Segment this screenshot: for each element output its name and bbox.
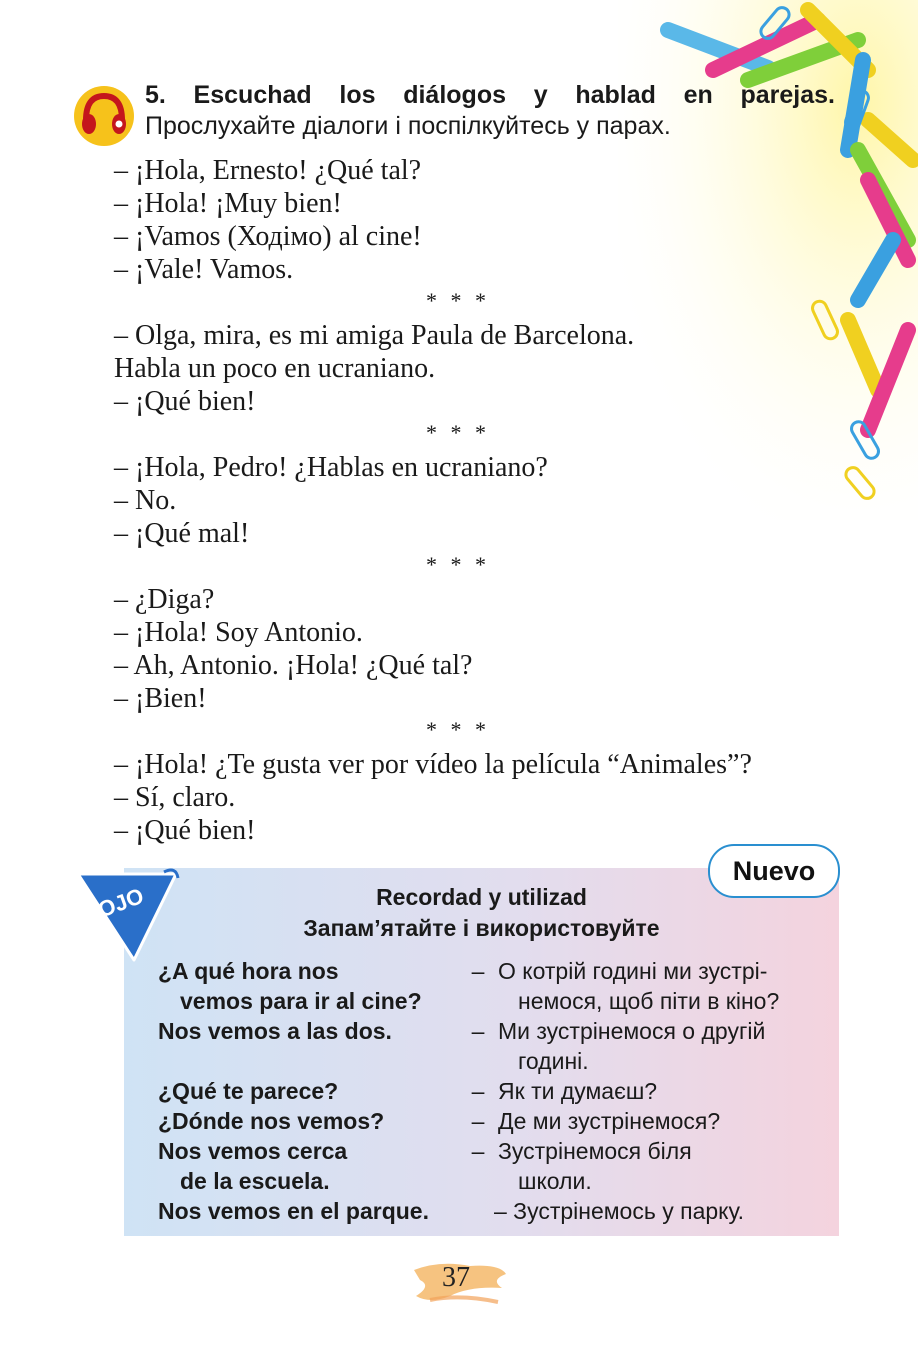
dialog-line: – ¡Bien!: [114, 683, 207, 714]
phrase-uk: – Зустрінемось у парку.: [494, 1198, 745, 1224]
phrase-es: Nos vemos cerca: [158, 1138, 348, 1164]
dialog-4: [114, 583, 874, 715]
separator: * * *: [426, 717, 490, 742]
phrase-es-cont: vemos para ir al cine?: [180, 988, 422, 1014]
phrase-uk: Зустрінемося біля: [498, 1138, 692, 1164]
box-title-uk: Запам’ятайте і використовуйте: [303, 915, 660, 941]
separator: * * *: [426, 552, 490, 577]
dialog-line: – ¡Hola, Pedro! ¿Hablas en ucraniano?: [114, 452, 548, 483]
dialog-3: [114, 451, 874, 550]
phrase-uk: О котрій годині ми зустрі-: [498, 958, 768, 984]
ojo-label: OJO: [94, 883, 147, 923]
dialog-line: – ¡Vamos (Ходімо) al cine!: [114, 221, 422, 252]
vocab-row: [158, 1196, 830, 1226]
dialog-line: – ¡Qué bien!: [114, 386, 256, 417]
phrase-uk: Ми зустрінемося о другій: [498, 1018, 766, 1044]
dialog-line: – ¡Qué mal!: [114, 518, 250, 549]
dash: –: [471, 1078, 485, 1104]
page-number-text: 37: [442, 1262, 470, 1293]
task-instruction: [145, 80, 835, 142]
dialog-line: – ¡Hola, Ernesto! ¿Qué tal?: [114, 155, 422, 186]
nuevo-badge: Nuevo: [708, 844, 840, 898]
separator: * * *: [426, 288, 490, 313]
dialog-line: – Olga, mira, es mi amiga Paula de Barcelona.: [114, 320, 635, 351]
dialog-line: – ¡Qué bien!: [114, 815, 256, 846]
separator: * * *: [426, 420, 490, 445]
dialog-line: – ¿Diga?: [114, 584, 215, 615]
task-title: 5. Escuchad los diálogos y hablad en parejas.: [145, 81, 835, 109]
page-number: [410, 1256, 510, 1312]
vocab-row: [158, 956, 830, 1016]
vocab-row: [158, 1136, 830, 1196]
phrase-es: ¿Dónde nos vemos?: [158, 1108, 385, 1134]
phrase-uk-cont: годині.: [518, 1048, 589, 1074]
phrase-es-cont: de la escuela.: [180, 1168, 330, 1194]
headphones-icon[interactable]: [72, 84, 136, 148]
dash: –: [471, 1018, 485, 1044]
dash: –: [471, 1108, 485, 1134]
phrase-uk: Де ми зустрінемося?: [498, 1108, 721, 1134]
vocab-row: [158, 1016, 830, 1076]
phrase-es: ¿Qué te parece?: [158, 1078, 339, 1104]
phrase-uk-cont: школи.: [518, 1168, 592, 1194]
dialog-2: [114, 319, 874, 418]
vocab-row: [158, 1076, 830, 1106]
dialog-line: – Sí, claro.: [114, 782, 236, 813]
dialog-line: – Ah, Antonio. ¡Hola! ¿Qué tal?: [114, 650, 473, 681]
phrase-es: Nos vemos a las dos.: [158, 1018, 392, 1044]
dash: –: [471, 1138, 485, 1164]
dash: –: [471, 958, 485, 984]
dialog-line: – ¡Hola! ¿Te gusta ver por vídeo la película “Animales”?: [114, 749, 752, 780]
dialog-line: – ¡Vale! Vamos.: [114, 254, 294, 285]
dialog-line: – ¡Hola! Soy Antonio.: [114, 617, 363, 648]
phrase-es: Nos vemos en el parque.: [158, 1198, 429, 1224]
dialog-line: Habla un poco en ucraniano.: [114, 353, 436, 384]
phrase-es: ¿A qué hora nos: [158, 958, 339, 984]
dialogs: [114, 154, 874, 847]
vocabulary-list: [158, 956, 830, 1226]
box-title-es: Recordad y utilizad: [376, 884, 587, 910]
phrase-uk-cont: немося, щоб піти в кіно?: [518, 988, 780, 1014]
dialog-line: – ¡Hola! ¡Muy bien!: [114, 188, 342, 219]
vocab-row: [158, 1106, 830, 1136]
phrase-uk: Як ти думаєш?: [498, 1078, 658, 1104]
dialog-5: [114, 748, 874, 847]
task-translation: Прослухайте діалоги і поспілкуйтесь у парах.: [145, 112, 671, 140]
dialog-line: – No.: [114, 485, 177, 516]
dialog-1: [114, 154, 874, 286]
